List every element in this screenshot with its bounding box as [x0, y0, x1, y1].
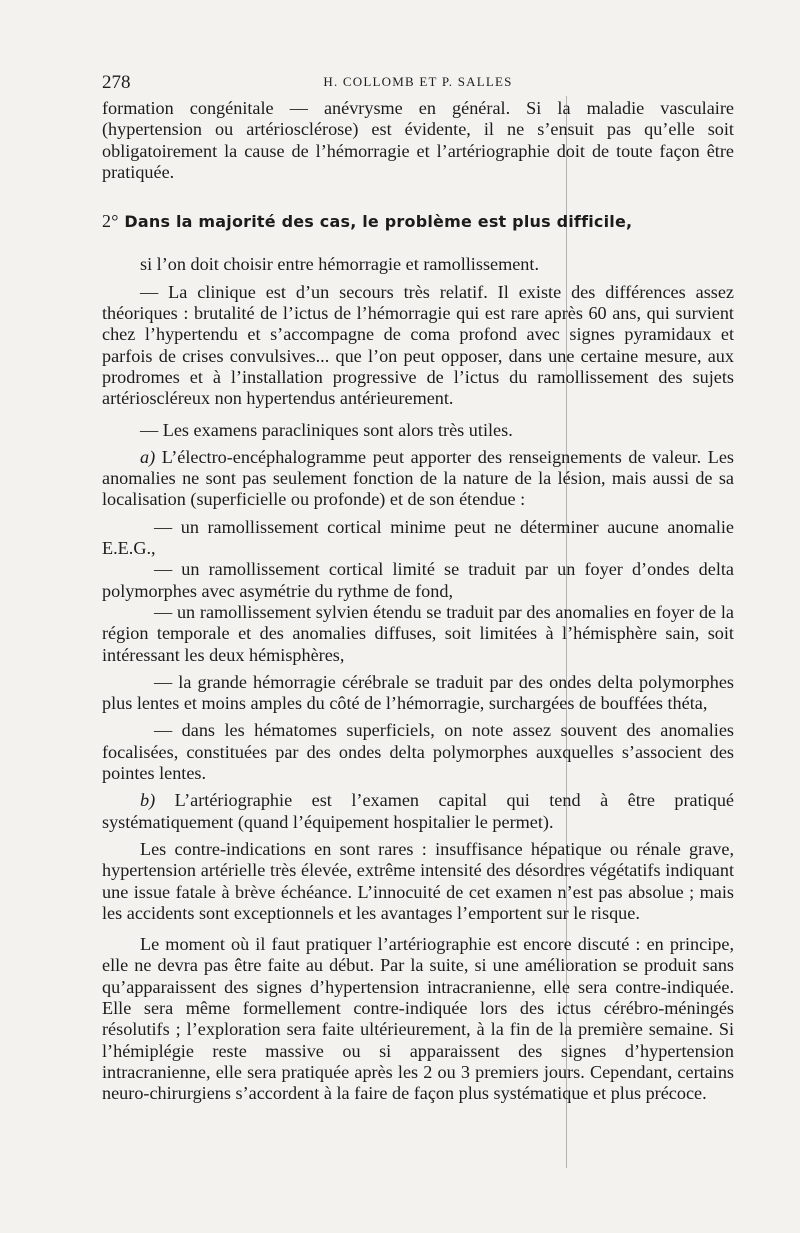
body-text — [102, 98, 734, 1104]
paragraph-6 — [102, 790, 734, 833]
paragraph-8: Le moment où il faut pratiquer l’artériographie est encore discuté : en principe, elle ne devra pas être faite au début. Par la suite, si une amélioration se produit sans qu’apparaissent des signes d’hypertension intracranienne, elle sera contre-indiquée. Elle sera même formellement contre-indiquée lors des ictus cérébro-méningés résolutifs ; l’exploration sera faite ultérieurement, à la fin de la première semaine. Si l’hémiplégie reste massive ou si apparaissent des signes d’hypertension intracranienne, elle sera pratiquée après les 2 ou 3 premiers jours. Cependant, certains neuro-chirurgiens s’accordent à la faire de façon plus systématique et plus précoce. — [102, 934, 734, 1104]
section-title: Dans la majorité des cas, le problème est plus difficile, — [124, 212, 633, 232]
document-page — [102, 72, 734, 1104]
list-item: — un ramollissement sylvien étendu se traduit par des anomalies en foyer de la région temporale et des anomalies diffuses, soit limitées à l’hémisphère sain, soit intéressant les deux hémisphères, — [102, 601, 734, 665]
paragraph-1: formation congénitale — anévrysme en général. Si la maladie vasculaire (hypertension ou artériosclérose) est évidente, il ne s’ensuit pas qu’elle soit obligatoirement la cause de l’hémorragie et l’artériographie doit de toute façon être pratiquée. — [102, 98, 734, 182]
list-item: — un ramollissement cortical minime peut ne déterminer aucune anomalie E.E.G., — [102, 516, 734, 559]
list-item: — dans les hématomes superficiels, on note assez souvent des anomalies focalisées, constituées par des ondes delta polymorphes auxquelles s’associent des pointes lentes. — [102, 720, 734, 784]
paragraph-7: Les contre-indications en sont rares : insuffisance hépatique ou rénale grave, hypertension artérielle très élevée, extrême intensité des désordres végétatifs indiquant une issue fatale à brève échéance. L’innocuité de cet examen n’est pas absolue ; mais les accidents sont exceptionnels et les avantages l’emportent sur le risque. — [102, 838, 734, 923]
list-item: — un ramollissement cortical limité se traduit par un foyer d’ondes delta polymorphes avec asymétrie du rythme de fond, — [102, 559, 734, 601]
section-number: 2° — [102, 211, 119, 232]
item-label-b: b) — [140, 790, 156, 811]
paragraph-5 — [102, 447, 734, 511]
page-header — [102, 72, 734, 98]
list-item: — la grande hémorragie cérébrale se traduit par des ondes delta polymorphes plus lentes et moins amples du côté de l’hémorragie, surchargées de bouffées théta, — [102, 671, 734, 714]
paragraph-5-text: L’électro-encéphalogramme peut apporter des renseignements de valeur. Les anomalies ne sont pas seulement fonction de la nature de la lésion, mais aussi de sa localisation (superficielle ou profonde) et de son étendue : — [102, 446, 734, 510]
running-head: H. COLLOMB ET P. SALLES — [323, 74, 513, 89]
paragraph-4: — Les examens paracliniques sont alors très utiles. — [140, 419, 513, 440]
item-label-a: a) — [140, 446, 156, 467]
paragraph-6-text: L’artériographie est l’examen capital qui tend à être pratiqué systématiquement (quand l’équipement hospitalier le permet). — [102, 790, 734, 832]
section-heading — [102, 211, 734, 232]
paragraph-3: — La clinique est d’un secours très relatif. Il existe des différences assez théoriques : brutalité de l’ictus de l’hémorragie qui est rare après 60 ans, qui survient chez l’hypertendu et s’accompagne de coma profond avec signes pyramidaux et parfois de crises convulsives... que l’on peut opposer, dans une certaine mesure, aux prodromes et à l’installation progressive de l’ictus du ramollissement des sujets artérioscléreux non hypertendus antérieurement. — [102, 281, 734, 409]
paragraph-2: si l’on doit choisir entre hémorragie et ramollissement. — [140, 254, 540, 275]
page-number: 278 — [102, 72, 131, 93]
